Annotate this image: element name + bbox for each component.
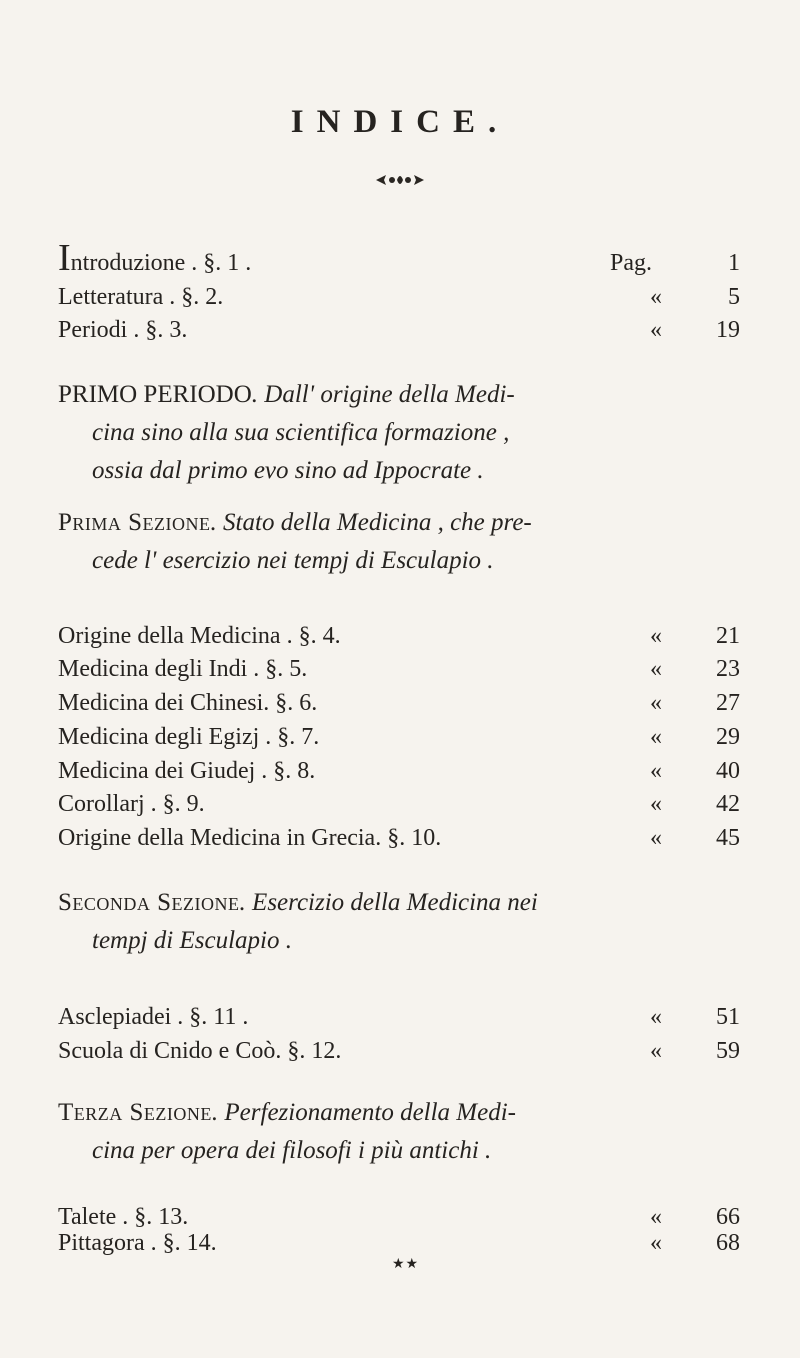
period-heading <box>58 376 748 490</box>
section-heading-prima <box>58 504 748 580</box>
ditto-mark: « <box>650 284 662 310</box>
page-title: INDICE. <box>290 104 510 140</box>
entry-label: Periodi . §. 3. <box>58 317 188 343</box>
section-line-2: tempj di Esculapio . <box>92 927 292 954</box>
period-caps: PRIMO PERIODO <box>58 381 252 408</box>
toc-entry-periodi <box>58 313 740 347</box>
section-line-1: . Stato della Medicina , che pre- <box>210 509 532 536</box>
entry-label: Medicina degli Indi . §. 5. <box>58 656 308 682</box>
section-line-2: cede l' esercizio nei tempj di Esculapio . <box>92 547 494 574</box>
entry-page: 5 <box>728 284 740 310</box>
entry-label: Corollarj . §. 9. <box>58 791 205 817</box>
toc-entry <box>58 619 740 653</box>
section-line-1: . Esercizio della Medicina nei <box>239 889 538 916</box>
entry-page: 42 <box>716 791 740 817</box>
section-heading-seconda <box>58 884 748 960</box>
toc-entry <box>58 821 740 855</box>
period-line-3: ossia dal primo evo sino ad Ippocrate . <box>92 457 484 484</box>
entry-page: 51 <box>716 1004 740 1030</box>
toc-entry <box>58 686 740 720</box>
entry-label: Asclepiadei . §. 11 . <box>58 1004 249 1030</box>
entry-page: 27 <box>716 690 740 716</box>
entry-label: Letteratura . §. 2. <box>58 284 224 310</box>
entry-label: ntroduzione . §. 1 . <box>70 250 252 276</box>
section-caps: Terza Sezione <box>58 1099 212 1126</box>
entry-label: Scuola di Cnido e Coò. §. 12. <box>58 1038 342 1064</box>
ditto-mark: « <box>650 656 662 682</box>
section-line-2: cina per opera dei filosofi i più antichi . <box>92 1137 492 1164</box>
ditto-mark: « <box>650 791 662 817</box>
entry-page: 23 <box>716 656 740 682</box>
period-line-2: cina sino alla sua scientifica formazione , <box>92 419 510 446</box>
ditto-mark: « <box>650 1004 662 1030</box>
toc-entry <box>58 787 740 821</box>
toc-entry-letteratura <box>58 280 740 314</box>
dropcap-letter: I <box>58 237 71 279</box>
pag-label: Pag. <box>610 250 652 276</box>
section-heading-terza <box>58 1094 748 1170</box>
toc-entry <box>58 754 740 788</box>
toc-entry-introduzione <box>58 237 740 280</box>
entry-page: 1 <box>728 250 740 276</box>
entry-page: 29 <box>716 724 740 750</box>
entry-page: 21 <box>716 623 740 649</box>
entry-label: Medicina degli Egizj . §. 7. <box>58 724 320 750</box>
section-caps: Seconda Sezione <box>58 889 240 916</box>
toc-entry <box>58 652 740 686</box>
ditto-mark: « <box>650 623 662 649</box>
entry-label: Medicina dei Chinesi. §. 6. <box>58 690 318 716</box>
entry-label: Talete . §. 13. <box>58 1204 189 1230</box>
ditto-mark: « <box>650 1038 662 1064</box>
section-caps: Prima Sezione <box>58 509 211 536</box>
entry-page: 19 <box>716 317 740 343</box>
entry-label: Origine della Medicina in Grecia. §. 10. <box>58 825 442 851</box>
ditto-mark: « <box>650 317 662 343</box>
section-line-1: . Perfezionamento della Medi- <box>211 1099 516 1126</box>
entry-label: Pittagora . §. 14. <box>58 1230 217 1256</box>
entry-label: Origine della Medicina . §. 4. <box>58 623 341 649</box>
entry-page: 45 <box>716 825 740 851</box>
ditto-mark: « <box>650 690 662 716</box>
toc-entry <box>58 1226 740 1260</box>
entry-page: 66 <box>716 1204 740 1230</box>
period-line-1: . Dall' origine della Medi- <box>251 381 515 408</box>
toc-entry <box>58 720 740 754</box>
entry-page: 68 <box>716 1230 740 1256</box>
ditto-mark: « <box>650 724 662 750</box>
entry-page: 40 <box>716 758 740 784</box>
signature-mark: ★★ <box>392 1257 420 1272</box>
ditto-mark: « <box>650 1230 662 1256</box>
entry-label: Medicina dei Giudej . §. 8. <box>58 758 316 784</box>
entry-page: 59 <box>716 1038 740 1064</box>
toc-entry <box>58 1034 740 1068</box>
ditto-mark: « <box>650 825 662 851</box>
ditto-mark: « <box>650 758 662 784</box>
toc-entry <box>58 1000 740 1034</box>
ornament-icon <box>372 170 428 190</box>
ditto-mark: « <box>650 1204 662 1230</box>
